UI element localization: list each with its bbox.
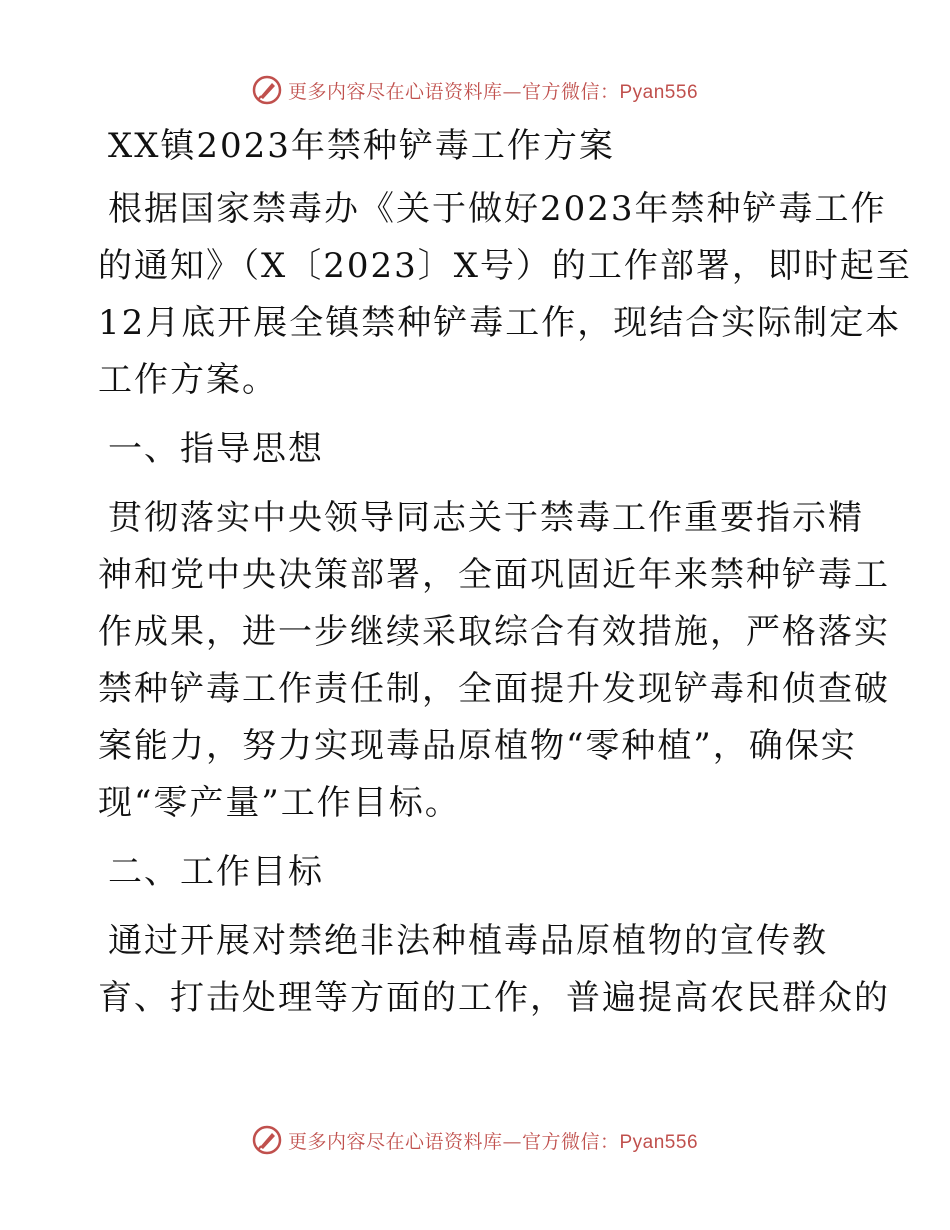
document-title: XX镇2023年禁种铲毒工作方案 bbox=[108, 126, 615, 166]
watermark-separator: — bbox=[502, 80, 522, 103]
section1-line: 贯彻落实中央领导同志关于禁毒工作重要指示精 bbox=[108, 498, 864, 538]
watermark-separator: — bbox=[502, 1130, 522, 1153]
section1-line: 案能力，努力实现毒品原植物“零种植”，确保实 bbox=[98, 726, 857, 766]
section-heading-work-goals: 二、工作目标 bbox=[108, 852, 324, 892]
document-body bbox=[98, 118, 912, 1039]
section2-line: 育、打击处理等方面的工作，普遍提高农民群众的 bbox=[98, 978, 890, 1018]
watermark-label: 官方微信： bbox=[521, 1130, 620, 1153]
section1-line: 神和党中央决策部署，全面巩固近年来禁种铲毒工 bbox=[98, 555, 890, 595]
watermark-label: 官方微信： bbox=[521, 80, 620, 103]
watermark-text: 更多内容尽在心语资料库 bbox=[287, 80, 503, 103]
watermark-account: Pyan556 bbox=[619, 81, 699, 103]
watermark-top bbox=[0, 70, 950, 110]
section1-line: 作成果，进一步继续采取综合有效措施，严格落实 bbox=[98, 612, 890, 652]
intro-line: 的通知》（X〔2023〕X号）的工作部署，即时起至 bbox=[98, 246, 912, 286]
intro-line: 工作方案。 bbox=[98, 360, 278, 400]
intro-line: 12月底开展全镇禁种铲毒工作，现结合实际制定本 bbox=[98, 303, 902, 343]
section2-paragraph bbox=[98, 913, 890, 1027]
section2-line: 通过开展对禁绝非法种植毒品原植物的宣传教 bbox=[108, 921, 828, 961]
section-heading-guiding-thought: 一、指导思想 bbox=[108, 429, 324, 469]
quill-logo-icon bbox=[252, 1125, 282, 1155]
quill-logo-icon bbox=[252, 75, 282, 105]
section1-line: 现“零产量”工作目标。 bbox=[98, 783, 461, 823]
intro-paragraph bbox=[98, 181, 912, 409]
watermark-account: Pyan556 bbox=[619, 1131, 699, 1153]
intro-line: 根据国家禁毒办《关于做好2023年禁种铲毒工作 bbox=[108, 189, 887, 229]
watermark-text: 更多内容尽在心语资料库 bbox=[287, 1130, 503, 1153]
watermark-bottom bbox=[0, 1120, 950, 1160]
section1-paragraph bbox=[98, 490, 890, 832]
section1-line: 禁种铲毒工作责任制，全面提升发现铲毒和侦查破 bbox=[98, 669, 890, 709]
